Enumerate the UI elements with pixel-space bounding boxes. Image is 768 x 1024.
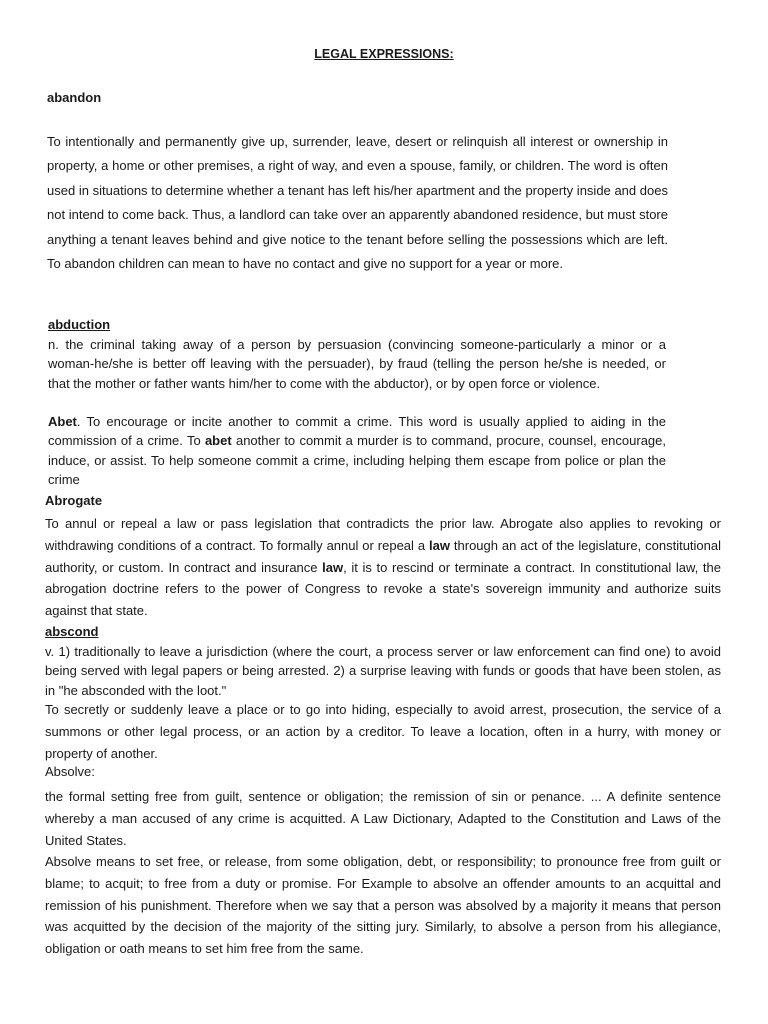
definition-absolve-2: Absolve means to set free, or release, from some obligation, debt, or responsibility; to pronounce free from guilt or blame; to acquit; to free from a duty or promise. For Example to absolve an offender amounts to an acquittal and remission of his punishment. Therefore when we say that a person was absolved by a majority it means that person was acquitted by the decision of the majority of the sitting jury. Similarly, to absolve a person from his allegiance, obligation or oath means to set him free from the same. [45, 854, 721, 957]
definition-abscond-2: To secretly or suddenly leave a place or to go into hiding, especially to avoid arrest, prosecution, the service of a summons or other legal process, or an action by a creditor. To leave a location, often in a hurry, with money or property of another. [45, 702, 721, 761]
abrogate-text-part3: , it is to rescind or terminate a contract. In constitutional law, the abrogation doctrine refers to the power of Congress to revoke a state's sovereign immunity and authorize suits against that state. [45, 559, 721, 619]
term-abscond: abscond [45, 624, 99, 639]
term-abduction: abduction [48, 317, 111, 332]
term-abet: Abet [48, 414, 77, 429]
definition-abrogate [45, 513, 721, 622]
term-absolve: Absolve: [45, 764, 95, 779]
page-title: LEGAL EXPRESSIONS: [314, 47, 454, 61]
definition-abscond-1: v. 1) traditionally to leave a jurisdiction (where the court, a process server or law enforcement can find one) to avoid being served with legal papers or being arrested. 2) a surprise leaving with funds or goods that have been stolen, as in "he absconded with the loot." [45, 644, 721, 698]
abet-inline-term: abet [204, 433, 232, 449]
abrogate-text-part1: To annul or repeal a law or pass legislation that contradicts the prior law. Abrogate also applies to revoking or withdrawing conditions of a contract. To formally annul or repeal a [45, 516, 721, 553]
definition-abduction: n. the criminal taking away of a person by persuasion (convincing someone-particularly a minor or a woman-he/she is better off leaving with the persuader), by fraud (telling the person he/she is needed, or that the mother or father wants him/her to come with the abductor), or by open force or violence. [48, 337, 666, 391]
definition-absolve-1: the formal setting free from guilt, sentence or obligation; the remission of sin or penance. ... A definite sentence whereby a man accused of any crime is acquitted. A Law Dictionary, Adapted to the Constitution and Laws of the United States. [45, 789, 721, 848]
abet-text-part2: another to commit a murder is to command, procure, counsel, encourage, induce, or assist. To help someone commit a crime, including helping them escape from police or plan the crime [48, 433, 666, 488]
definition-abet [48, 412, 666, 490]
term-abrogate: Abrogate [45, 493, 103, 508]
abrogate-bold-law-1: law [429, 537, 450, 553]
abrogate-bold-law-2: law [322, 559, 344, 575]
abet-text-part1: . To encourage or incite another to commit a crime. This word is usually applied to aiding in the commission of a crime. To [48, 414, 666, 449]
term-abandon: abandon [47, 90, 102, 105]
definition-abandon: To intentionally and permanently give up, surrender, leave, desert or relinquish all interest or ownership in property, a home or other premises, a right of way, and even a spouse, family, or children. The word is often used in situations to determine whether a tenant has left his/her apartment and the property inside and does not intend to come back. Thus, a landlord can take over an apparently abandoned residence, but must store anything a tenant leaves behind and give notice to the tenant before selling the possessions which are left. To abandon children can mean to have no contact and give no support for a year or more. [47, 134, 668, 272]
abrogate-text-part2: through an act of the legislature, constitutional authority, or custom. In contract and insurance [45, 537, 722, 575]
